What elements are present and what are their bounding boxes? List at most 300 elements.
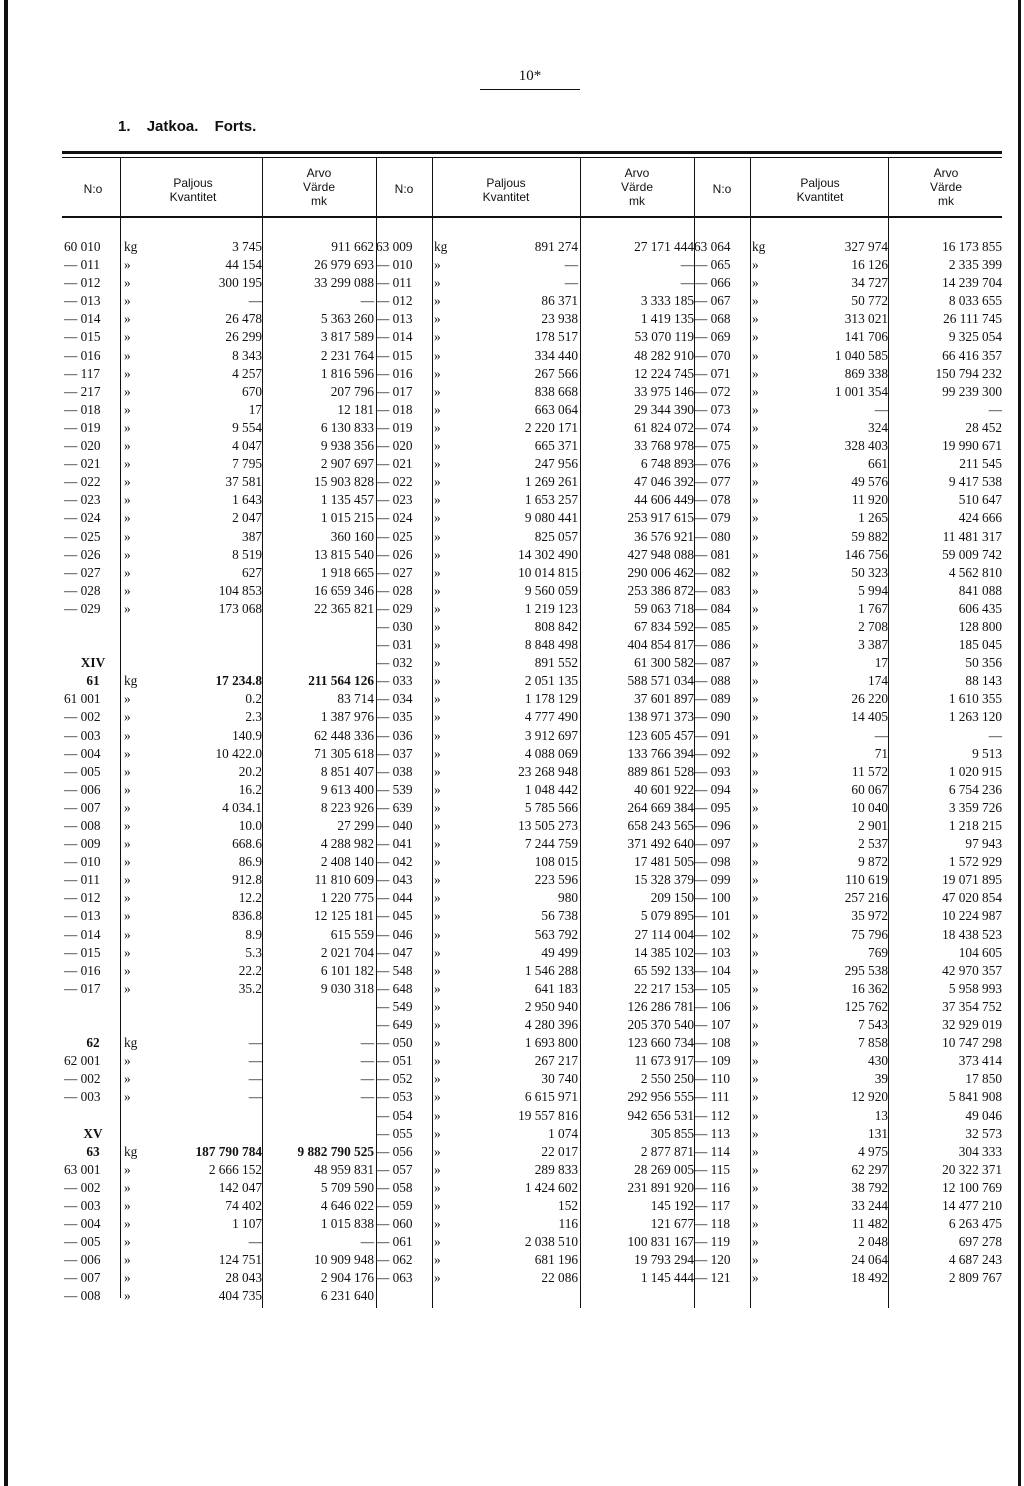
value-column-cell: 6 754 236 [948,781,1002,797]
header-value [580,166,694,208]
table-top-rule-thin [62,157,1002,158]
unit-column-cell: » [434,492,441,508]
unit-column-cell: » [124,818,131,833]
value-column-cell: 97 943 [965,836,1002,852]
value-column-cell: 123 660 734 [627,1035,694,1051]
quantity-column-cell: 2 220 171 [524,419,578,435]
unit-column-cell: » [434,1071,441,1087]
value-column-cell: 36 576 921 [634,528,694,544]
code-column-cell: — 028 [64,582,101,598]
unit-column-cell: » [434,293,441,309]
value-column-cell [264,998,374,1016]
value-column-cell: — [680,275,694,291]
unit-column-cell: » [752,1035,759,1051]
code-column-cell: 62 001 [64,1053,101,1069]
quantity-column-cell: 10 014 815 [518,564,578,580]
code-column-cell: — 119 [694,1234,731,1250]
quantity-column-cell: 7 795 [232,456,262,472]
quantity-column-cell: 3 912 697 [524,727,578,743]
quantity-column-cell: 4 034.1 [222,799,262,815]
unit-column-cell: » [752,1071,759,1087]
unit-column-cell: » [752,257,759,273]
value-column-cell [264,1125,374,1143]
quantity-column-cell: 891 274 [534,239,578,254]
table-heading [118,118,268,135]
unit-column-cell: » [752,347,759,363]
value-column-cell: 8 033 655 [948,293,1002,309]
unit-column-cell: » [434,1252,441,1268]
unit-column-cell: » [752,709,759,725]
code-column-cell: — 098 [694,854,731,870]
header-value-line: Arvo [306,166,332,180]
unit-column-cell: » [752,1252,759,1268]
unit-column-cell: » [434,329,441,345]
unit-column-cell: » [752,944,759,960]
value-column-cell [264,1107,374,1125]
quantity-column-cell: 34 727 [851,275,888,291]
code-column-cell: — 040 [376,818,413,833]
value-column-cell: 205 370 540 [627,1017,694,1033]
unit-column-cell: kg [434,239,448,254]
unit-column-cell: » [434,854,441,870]
header-quantity-line: Paljous [800,176,840,190]
header-value-line: mk [311,194,327,208]
quantity-column-cell: 300 195 [218,275,262,291]
quantity-column-cell: 838 668 [534,383,578,399]
header-no-line: N:o [394,182,414,196]
unit-column-cell: » [752,600,759,616]
unit-column-cell: » [752,582,759,598]
unit-column-cell [124,636,166,654]
code-column-cell: — 019 [376,419,413,435]
quantity-column-cell: 267 217 [534,1053,578,1069]
quantity-column-cell: 1 643 [232,492,262,508]
quantity-column [482,238,578,1287]
quantity-column-cell: 8 343 [232,347,262,363]
unit-column-cell: » [124,311,131,327]
quantity-column-cell: 124 751 [218,1252,262,1268]
unit-column-cell: » [434,818,441,833]
value-column-cell: 185 045 [958,637,1002,653]
quantity-column-cell [168,1125,262,1143]
value-column-cell: 47 046 392 [634,474,694,490]
code-column-cell: — 018 [64,401,101,417]
unit-column-cell: » [434,944,441,960]
code-column-cell: — 108 [694,1035,731,1051]
code-column-cell: — 110 [694,1071,731,1087]
quantity-column-cell: 152 [558,1197,578,1213]
quantity-column-cell: 3 745 [232,239,262,254]
value-column-cell: 27 171 444 [634,239,694,254]
code-column-cell: — 010 [64,854,101,870]
code-column-cell: — 053 [376,1089,413,1105]
heading-number: 1. [118,118,131,135]
value-column-cell: 19 990 671 [942,438,1002,454]
quantity-column-cell: 247 956 [534,456,578,472]
unit-column-cell: » [752,456,759,472]
value-column-cell: 1 387 976 [320,709,374,725]
code-column-cell: — 052 [376,1071,413,1087]
value-column-cell: 6 263 475 [948,1216,1002,1232]
code-column-cell: — 069 [694,329,731,345]
value-column-cell: 1 218 215 [948,818,1002,833]
quantity-column-cell: 146 756 [844,546,888,562]
value-column-cell: 2 877 871 [640,1143,694,1159]
value-column-cell: 29 344 390 [634,401,694,417]
unit-column-cell: » [124,456,131,472]
quantity-column-cell: 2 666 152 [208,1161,262,1177]
header-value-line: mk [938,194,954,208]
value-column-cell: 8 223 926 [320,799,374,815]
unit-column-cell: » [434,1017,441,1033]
value-column-cell: 15 328 379 [634,872,694,888]
code-column-cell: — 065 [694,257,731,273]
quantity-column-cell: 8.9 [245,926,262,942]
header-quantity [124,176,262,204]
unit-column-cell: » [124,401,131,417]
quantity-column-cell: 1 653 257 [524,492,578,508]
unit-column-cell: » [752,546,759,562]
quantity-column-cell: 1 001 354 [834,383,888,399]
quantity-column-cell [168,618,262,636]
value-column-cell: 20 322 371 [942,1161,1002,1177]
code-column-cell: — 083 [694,582,731,598]
code-column-cell: — 549 [376,998,413,1014]
value-column-cell: 404 854 817 [627,637,694,653]
value-column-cell: 88 143 [965,673,1002,689]
quantity-column-cell: 2 048 [858,1234,888,1250]
code-column-cell: — 217 [64,383,101,399]
value-column-cell: 48 959 831 [314,1161,374,1177]
code-column-cell: — 017 [376,383,413,399]
code-column-cell: — 077 [694,474,731,490]
quantity-column-cell: 178 517 [534,329,578,345]
value-column-cell: 9 417 538 [948,474,1002,490]
quantity-column-cell: 50 323 [851,564,888,580]
code-column-cell: — 008 [64,1288,101,1304]
code-column-cell: — 005 [64,1234,101,1250]
quantity-column-cell: 131 [868,1125,888,1141]
value-column-cell: 9 882 790 525 [297,1143,374,1159]
unit-column-cell: » [434,383,441,399]
unit-column-cell: » [124,908,131,924]
quantity-column-cell: 4 280 396 [524,1017,578,1033]
quantity-column-cell: 12.2 [238,890,262,906]
value-column-cell: 28 269 005 [634,1161,694,1177]
unit-column-cell: » [752,438,759,454]
code-column-cell: — 072 [694,383,731,399]
code-column-cell: — 031 [376,637,413,653]
header-quantity-line: Kvantitet [169,190,217,204]
value-column-cell: 1 816 596 [320,365,374,381]
quantity-column-cell: 891 552 [534,655,578,671]
value-column-cell: 615 559 [330,926,374,942]
quantity-column-cell: 2 950 940 [524,998,578,1014]
code-column-cell: — 648 [376,980,413,996]
quantity-column-cell: 11 572 [851,763,888,779]
header-value-line: Värde [929,180,963,194]
column-rule [750,158,751,1308]
quantity-column-cell [168,998,262,1016]
code-column-cell: — 034 [376,691,413,707]
code-column [376,238,432,1287]
unit-column-cell: » [752,818,759,833]
code-column-cell: — 036 [376,727,413,743]
header-quantity-line: Kvantitet [482,190,530,204]
code-column-cell: — 060 [376,1216,413,1232]
unit-column-cell: » [124,329,131,345]
unit-column-cell: kg [124,239,138,254]
quantity-column-cell: 825 057 [534,528,578,544]
value-column-cell: 61 300 582 [634,655,694,671]
value-column-cell: 6 101 182 [320,962,374,978]
code-column-cell: — 014 [376,329,413,345]
code-column-cell: — 106 [694,998,731,1014]
quantity-column-cell: 12 920 [851,1089,888,1105]
value-column-cell: 211 545 [959,456,1002,472]
value-column-cell: 2 904 176 [320,1270,374,1286]
quantity-column-cell: 62 297 [851,1161,888,1177]
value-column-cell: 1 135 457 [320,492,374,508]
quantity-column-cell: 10 040 [851,799,888,815]
quantity-column-cell: 980 [558,890,578,906]
unit-column-cell [124,1016,166,1034]
quantity-column-cell: 116 [558,1216,578,1232]
unit-column-cell: » [752,980,759,996]
unit-column-cell: kg [752,239,766,254]
unit-column-cell: » [124,1197,131,1213]
code-column-cell: — 013 [64,293,101,309]
code-column-cell: — 012 [376,293,413,309]
value-column-cell: 588 571 034 [627,673,694,689]
value-column-cell [264,618,374,636]
code-column-cell: — 056 [376,1143,413,1159]
code-column-cell: — 047 [376,944,413,960]
code-column-cell: — 015 [64,944,101,960]
value-column-cell: 49 046 [965,1107,1002,1123]
value-column-cell: — [988,727,1002,743]
unit-column-cell: » [124,474,131,490]
value-column-cell: 264 669 384 [627,799,694,815]
value-column-cell: 104 605 [958,944,1002,960]
quantity-column-cell: 4 047 [232,438,262,454]
value-column-cell [264,654,374,672]
quantity-column-cell: 1 269 261 [524,474,578,490]
quantity-column-cell: 10 422.0 [215,745,262,761]
unit-column-cell: » [752,781,759,797]
quantity-column-cell: 13 505 273 [518,818,578,833]
unit-column [124,238,166,1306]
unit-column-cell: » [434,1270,441,1286]
code-column-cell: — 026 [64,546,101,562]
code-column-cell: — 002 [64,1071,101,1087]
unit-column-cell: » [124,745,131,761]
code-column-cell: — 070 [694,347,731,363]
unit-column [752,238,796,1287]
quantity-column-cell: 1 265 [858,510,888,526]
value-column-cell: 22 365 821 [314,600,374,616]
code-column-cell: — 044 [376,890,413,906]
value-column-cell: 27 114 004 [634,926,694,942]
quantity-column-cell: 86.9 [238,854,262,870]
code-column-cell: — 075 [694,438,731,454]
code-column-cell: — 096 [694,818,731,833]
value-column-cell: 373 414 [958,1053,1002,1069]
code-column-cell: — 022 [376,474,413,490]
quantity-column-cell: 641 183 [534,980,578,996]
code-column-cell: — 058 [376,1179,413,1195]
value-column-cell: 371 492 640 [627,836,694,852]
quantity-column-cell: 38 792 [851,1179,888,1195]
unit-column-cell: » [752,691,759,707]
value-column-cell: 14 477 210 [942,1197,1002,1213]
unit-column-cell: » [124,799,131,815]
code-column-cell [64,1107,122,1125]
unit-column-cell: » [124,781,131,797]
unit-column-cell: » [752,383,759,399]
value-column-cell: 9 325 054 [948,329,1002,345]
code-column-cell: — 023 [376,492,413,508]
code-column-cell [64,998,122,1016]
quantity-column-cell: 404 735 [218,1288,262,1304]
quantity-column-cell: 16 126 [851,257,888,273]
unit-column-cell: » [124,854,131,870]
unit-column-cell: » [124,836,131,852]
value-column-cell: 2 021 704 [320,944,374,960]
value-column-cell: 22 217 153 [634,980,694,996]
code-column-cell: — 117 [64,365,101,381]
value-column-cell: 17 850 [965,1071,1002,1087]
code-column-cell: — 539 [376,781,413,797]
code-column-cell: — 090 [694,709,731,725]
value-column-cell: 10 224 987 [942,908,1002,924]
unit-column-cell: » [124,383,131,399]
code-column-cell: — 076 [694,456,731,472]
value-column-cell: 12 181 [337,401,374,417]
quantity-column-cell: 1 219 123 [524,600,578,616]
quantity-column-cell: — [248,1089,262,1105]
code-column-cell: — 062 [376,1252,413,1268]
value-column-cell: 207 796 [330,383,374,399]
value-column-cell: 3 359 726 [948,799,1002,815]
value-column-cell: 12 224 745 [634,365,694,381]
unit-column-cell: » [434,365,441,381]
value-column-cell: 1 572 929 [948,854,1002,870]
unit-column-cell: » [434,1089,441,1105]
code-column-cell: — 107 [694,1017,731,1033]
column-rule [888,158,889,1308]
quantity-column-cell: 6 615 971 [524,1089,578,1105]
value-column-cell: 65 592 133 [634,962,694,978]
code-column-cell: — 015 [64,329,101,345]
unit-column-cell: » [434,1197,441,1213]
value-column-cell: 138 971 373 [627,709,694,725]
header-value [890,166,1002,208]
unit-column-cell: » [752,311,759,327]
unit-column-cell [124,618,166,636]
value-column-cell: 1 419 135 [640,311,694,327]
quantity-column-cell: 9 872 [858,854,888,870]
value-column-cell: 8 851 407 [320,763,374,779]
unit-column-cell: » [434,618,441,634]
quantity-column [168,238,262,1306]
code-column-cell: — 021 [64,456,101,472]
value-column-cell: 889 861 528 [627,763,694,779]
code-column-cell: — 086 [694,637,731,653]
code-column-cell [64,618,122,636]
unit-column-cell: » [752,365,759,381]
code-column-cell: — 041 [376,836,413,852]
code-column-cell: — 033 [376,673,413,689]
value-column-cell: — [360,1035,374,1051]
quantity-column-cell: 0.2 [245,691,262,707]
unit-column-cell: » [124,872,131,888]
quantity-column-cell: 108 015 [534,854,578,870]
value-column-cell: 2 809 767 [948,1270,1002,1286]
unit-column-cell: » [752,1179,759,1195]
unit-column-cell: » [434,546,441,562]
code-column-cell: — 120 [694,1252,731,1268]
value-column-cell: 12 100 769 [942,1179,1002,1195]
quantity-column-cell: 267 566 [534,365,578,381]
value-column-cell: 3 817 589 [320,329,374,345]
code-column-cell: — 003 [64,727,101,743]
header-value-line: Arvo [624,166,650,180]
value-column-cell: 33 299 088 [314,275,374,291]
header-quantity-line: Kvantitet [796,190,844,204]
code-column-cell: — 082 [694,564,731,580]
code-column-cell: — 097 [694,836,731,852]
quantity-column-cell: 24 064 [851,1252,888,1268]
quantity-column-cell: 430 [868,1053,888,1069]
value-column-cell: 14 385 102 [634,944,694,960]
quantity-column-cell: — [874,401,888,417]
code-column-cell: — 103 [694,944,731,960]
value-column-cell: 133 766 394 [627,745,694,761]
quantity-column-cell: 5.3 [245,944,262,960]
code-column-cell: — 012 [64,275,101,291]
unit-column-cell: » [124,419,131,435]
unit-column-cell: » [124,257,131,273]
code-column-cell: 63 064 [694,239,731,254]
value-column-cell: 9 030 318 [320,980,374,996]
unit-column-cell: » [124,347,131,363]
value-column-cell: 11 673 917 [634,1053,694,1069]
unit-column-cell: » [124,293,131,309]
scan-edge-right [1018,0,1021,1486]
page-number: 10* [480,68,580,90]
value-column-cell: 9 513 [972,745,1002,761]
code-column-cell: — 020 [376,438,413,454]
unit-column-cell: » [434,655,441,671]
code-column-cell: — 025 [376,528,413,544]
quantity-column-cell: 1 546 288 [524,962,578,978]
heading-finnish: Jatkoa. [146,118,199,135]
code-column-cell: 62 [86,1035,100,1051]
unit-column-cell: » [434,1234,441,1250]
quantity-column-cell: 59 882 [851,528,888,544]
unit-column-cell: » [124,763,131,779]
quantity-column-cell: 2 537 [858,836,888,852]
code-column-cell: — 066 [694,275,731,291]
quantity-column-cell: 9 080 441 [524,510,578,526]
header-value-line: Värde [620,180,654,194]
quantity-column-cell: 17 234.8 [215,673,262,689]
header-no-line: N:o [83,182,103,196]
unit-column-cell: » [434,727,441,743]
value-column-cell: 10 747 298 [942,1035,1002,1051]
quantity-column-cell: 30 740 [541,1071,578,1087]
